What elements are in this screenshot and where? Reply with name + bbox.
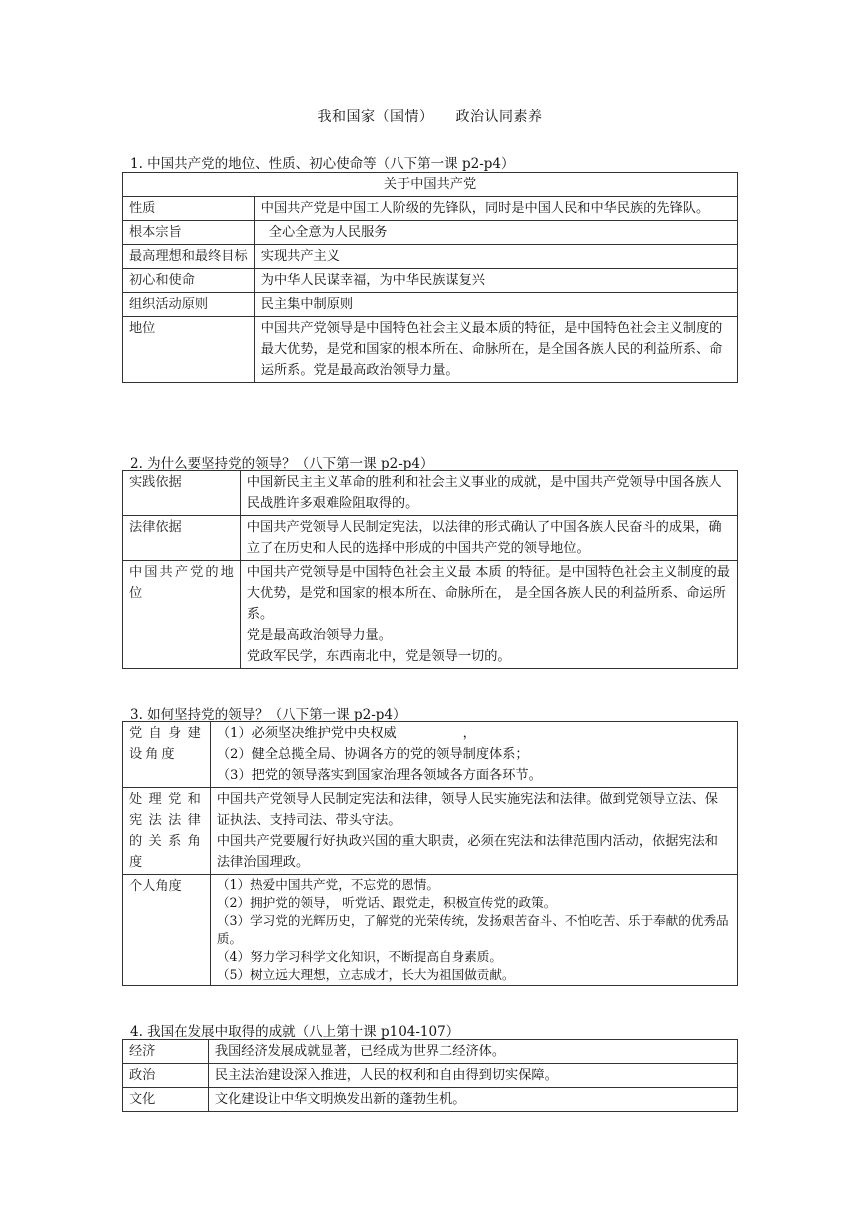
section-4-heading: 4. 我国在发展中取得的成就（八上第十课 p104-107） <box>130 1024 460 1040</box>
row-label: 法律依据 <box>123 516 241 561</box>
section-3-table <box>122 721 738 986</box>
section-2-heading: 2. 为什么要坚持党的领导？（八下第一课 p2-p4） <box>130 456 434 472</box>
list-item: 中国共产党要履行好执政兴国的重大职责，必须在宪法和法律范围内活动，依据宪法和法律治国理政。 <box>216 834 718 870</box>
row-content <box>210 875 737 986</box>
row-label: 中国共产党的地位 <box>123 561 241 669</box>
section-1-heading: 1. 中国共产党的地位、性质、初心使命等（八下第一课 p2-p4） <box>130 156 515 172</box>
row-content: 为中华人民谋幸福，为中华民族谋复兴 <box>254 269 737 293</box>
row-content: 中国新民主主义革命的胜利和社会主义事业的成就，是中国共产党领导中国各族人民战胜许多艰难险阻取得的。 <box>240 471 737 516</box>
row-label: 处理党和宪法法律的关系角度 <box>123 788 211 875</box>
table-row <box>123 1040 738 1064</box>
row-content: 我国经济发展成就显著，已经成为世界二经济体。 <box>208 1040 737 1064</box>
row-content: 民主法治建设深入推进，人民的权利和自由得到切实保障。 <box>208 1064 737 1088</box>
list-item: （1）热爱中国共产党，不忘党的恩情。 <box>216 877 439 892</box>
section-3-heading: 3. 如何坚持党的领导？（八下第一课 p2-p4） <box>130 707 407 723</box>
table-row <box>123 471 738 516</box>
row-content: 民主集中制原则 <box>254 293 737 317</box>
row-content: 全心全意为人民服务 <box>254 221 737 245</box>
table-row <box>123 516 738 561</box>
table-row <box>123 317 738 383</box>
table-row <box>123 245 738 269</box>
row-content <box>210 788 737 875</box>
table-row <box>123 197 738 221</box>
list-item: （1）必须坚决维护党中央权威 ， <box>216 726 476 741</box>
row-label: 初心和使命 <box>123 269 255 293</box>
table-row <box>123 722 738 788</box>
list-item: （2）健全总揽全局、协调各方的党的领导制度体系； <box>216 747 529 762</box>
table-row <box>123 788 738 875</box>
row-label: 政治 <box>123 1064 209 1088</box>
row-label: 性质 <box>123 197 255 221</box>
section-1-table <box>122 172 738 383</box>
row-content <box>210 722 737 788</box>
row-label: 文化 <box>123 1088 209 1112</box>
table-row <box>123 875 738 986</box>
list-item: （3）把党的领导落实到国家治理各领域各方面各环节。 <box>216 768 542 783</box>
row-label: 组织活动原则 <box>123 293 255 317</box>
list-item: （2）拥护党的领导， 听党话、跟党走，积极宣传党的政策。 <box>216 895 557 910</box>
table-row <box>123 293 738 317</box>
row-content: 中国共产党是中国工人阶级的先锋队，同时是中国人民和中华民族的先锋队。 <box>254 197 737 221</box>
list-item: （3）学习党的光辉历史，了解党的光荣传统，发扬艰苦奋斗、不怕吃苦、乐于奉献的优秀品质。 <box>216 913 729 946</box>
row-content: 文化建设让中华文明焕发出新的蓬勃生机。 <box>208 1088 737 1112</box>
status-text: 中国共产党领导是中国特色社会主义最 本质 的特征。是中国特色社会主义制度的最大优势，是党和国家的根本所在、命脉所在， 是全国各族人民的利益所系、命运所系。 <box>246 565 730 622</box>
table-caption: 关于中国共产党 <box>123 173 738 197</box>
list-item: （5）树立远大理想，立志成才，长大为祖国做贡献。 <box>216 967 515 982</box>
row-content <box>240 561 737 669</box>
table-row <box>123 1064 738 1088</box>
table-row <box>123 561 738 669</box>
section-4-table <box>122 1039 738 1112</box>
row-label: 最高理想和最终目标 <box>123 245 255 269</box>
row-label: 经济 <box>123 1040 209 1064</box>
row-content: 中国共产党领导人民制定宪法，以法律的形式确认了中国各族人民奋斗的成果，确立了在历史和人民的选择中形成的中国共产党的领导地位。 <box>240 516 737 561</box>
row-content: 中国共产党领导是中国特色社会主义最本质的特征，是中国特色社会主义制度的最大优势，是党和国家的根本所在、命脉所在，是全国各族人民的利益所系、命运所系。党是最高政治领导力量。 <box>254 317 737 383</box>
list-item: 中国共产党领导人民制定宪法和法律，领导人民实施宪法和法律。做到党领导立法、保证执法、支持司法、带头守法。 <box>216 792 718 828</box>
table-row <box>123 221 738 245</box>
section-2-table <box>122 470 738 669</box>
status-text: 党是最高政治领导力量。 <box>246 628 392 643</box>
row-label: 根本宗旨 <box>123 221 255 245</box>
status-text: 党政军民学，东西南北中，党是领导一切的。 <box>246 649 511 664</box>
row-label: 实践依据 <box>123 471 241 516</box>
list-item: （4）努力学习科学文化知识，不断提高自身素质。 <box>216 949 502 964</box>
row-label: 地位 <box>123 317 255 383</box>
table-row <box>123 1088 738 1112</box>
row-label: 党自身建设角度 <box>123 722 211 788</box>
row-label: 个人角度 <box>123 875 211 986</box>
row-content: 实现共产主义 <box>254 245 737 269</box>
page-title: 我和国家（国情） 政治认同素养 <box>317 109 543 125</box>
table-row <box>123 269 738 293</box>
